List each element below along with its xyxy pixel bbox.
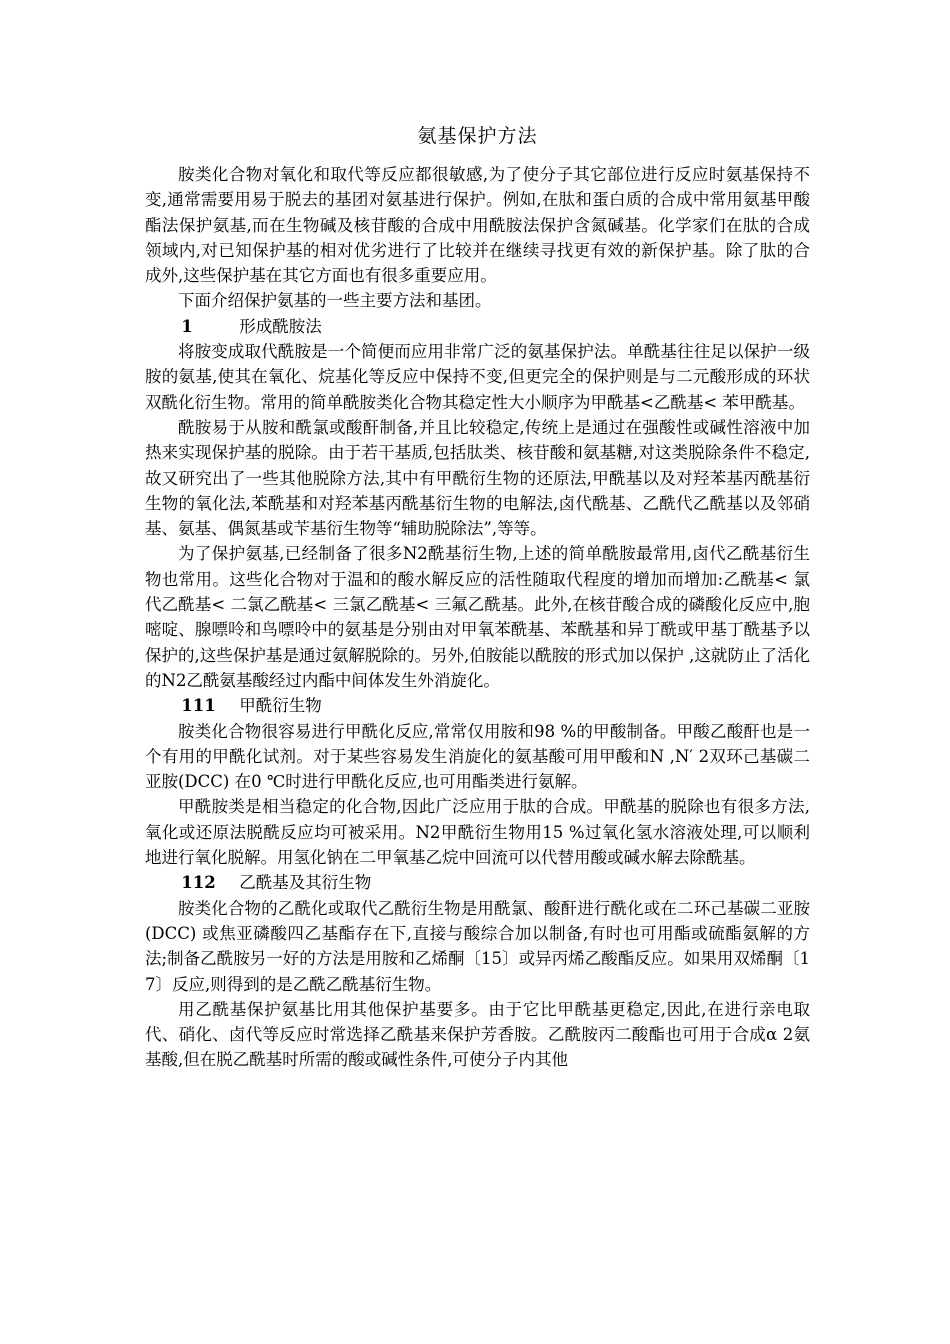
section-heading xyxy=(145,870,810,895)
section-heading-text: 甲酰衍生物 xyxy=(239,696,322,716)
section-heading-text: 形成酰胺法 xyxy=(239,316,322,336)
paragraph: 下面介绍保护氨基的一些主要方法和基团。 xyxy=(178,291,492,311)
paragraph: 为了保护氨基,已经制备了很多N2酰基衍生物,上述的简单酰胺最常用,卤代乙酰基衍生物也常用。这些化合物对于温和的酸水解反应的活性随取代程度的增加而增加:乙酰基< 氯代乙酰基< 二氯乙酰基< 三氯乙酰基< 三氟乙酰基。此外,在核苷酸合成的磷酸化反应中,胞嘧啶、腺嘌呤和鸟嘌呤中的氨基是分别由对甲氧苯酰基、苯酰基和异丁酰或甲基丁酰基予以保护的,这些保护基是通过氨解脱除的。另外,伯胺能以酰胺的形式加以保护 ,这就防止了活化的N2乙酰氨基酸经过内酯中间体发生外消旋化。 xyxy=(145,544,810,690)
paragraph: 胺类化合物很容易进行甲酰化反应,常常仅用胺和98 %的甲酸制备。甲酸乙酸酐也是一个有用的甲酰化试剂。对于某些容易发生消旋化的氨基酸可用甲酸和N ,N′ 2双环己基碳二亚胺(DCC) 在0 ℃时进行甲酰化反应,也可用酯类进行氨解。 xyxy=(145,721,810,792)
document-title: 氨基保护方法 xyxy=(417,125,538,147)
section-heading xyxy=(145,693,810,718)
paragraph: 酰胺易于从胺和酰氯或酸酐制备,并且比较稳定,传统上是通过在强酸性或碱性溶液中加热来实现保护基的脱除。由于若干基质,包括肽类、核苷酸和氨基糖,对这类脱除条件不稳定,故又研究出了一些其他脱除方法,其中有甲酰衍生物的还原法,甲酰基以及对羟苯基丙酰基衍生物的氧化法,苯酰基和对羟苯基丙酰基衍生物的电解法,卤代酰基、乙酰代乙酰基以及邻硝基、氨基、偶氮基或苄基衍生物等“辅助脱除法”,等等。 xyxy=(145,417,810,539)
paragraph: 胺类化合物对氧化和取代等反应都很敏感,为了使分子其它部位进行反应时氨基保持不变,通常需要用易于脱去的基团对氨基进行保护。例如,在肽和蛋白质的合成中常用氨基甲酸酯法保护氨基,而在生物碱及核苷酸的合成中用酰胺法保护含氮碱基。化学家们在肽的合成领域内,对已知保护基的相对优劣进行了比较并在继续寻找更有效的新保护基。除了肽的合成外,这些保护基在其它方面也有很多重要应用。 xyxy=(145,165,810,286)
paragraph: 胺类化合物的乙酰化或取代乙酰衍生物是用酰氯、酸酐进行酰化或在二环己基碳二亚胺(DCC) 或焦亚磷酸四乙基酯存在下,直接与酸综合加以制备,有时也可用酯或硫酯氨解的方法;制备乙酰胺另一好的方法是用胺和乙烯酮〔15〕或异丙烯乙酸酯反应。如果用双烯酮〔17〕反应,则得到的是乙酰乙酰基衍生物。 xyxy=(145,898,810,994)
section-number: 112 xyxy=(181,873,216,893)
paragraph: 将胺变成取代酰胺是一个简便而应用非常广泛的氨基保护法。单酰基往往足以保护一级胺的氨基,使其在氧化、烷基化等反应中保持不变,但更完全的保护则是与二元酸形成的环状双酰化衍生物。常用的简单酰胺类化合物其稳定性大小顺序为甲酰基<乙酰基< 苯甲酰基。 xyxy=(145,342,810,412)
document-body xyxy=(145,162,810,1073)
section-heading-text: 乙酰基及其衍生物 xyxy=(239,873,372,893)
section-number: 1 xyxy=(181,316,193,336)
section-number: 111 xyxy=(181,696,216,716)
paragraph: 甲酰胺类是相当稳定的化合物,因此广泛应用于肽的合成。甲酰基的脱除也有很多方法,氧化或还原法脱酰反应均可被采用。N2甲酰衍生物用15 %过氧化氢水溶液处理,可以顺利地进行氧化脱解。用氢化钠在二甲氧基乙烷中回流可以代替用酸或碱水解去除酰基。 xyxy=(145,797,810,868)
section-heading xyxy=(145,314,810,339)
paragraph: 用乙酰基保护氨基比用其他保护基要多。由于它比甲酰基更稳定,因此,在进行亲电取代、硝化、卤代等反应时常选择乙酰基来保护芳香胺。乙酰胺丙二酸酯也可用于合成α 2氨基酸,但在脱乙酰基时所需的酸或碱性条件,可使分子内其他 xyxy=(145,999,810,1070)
